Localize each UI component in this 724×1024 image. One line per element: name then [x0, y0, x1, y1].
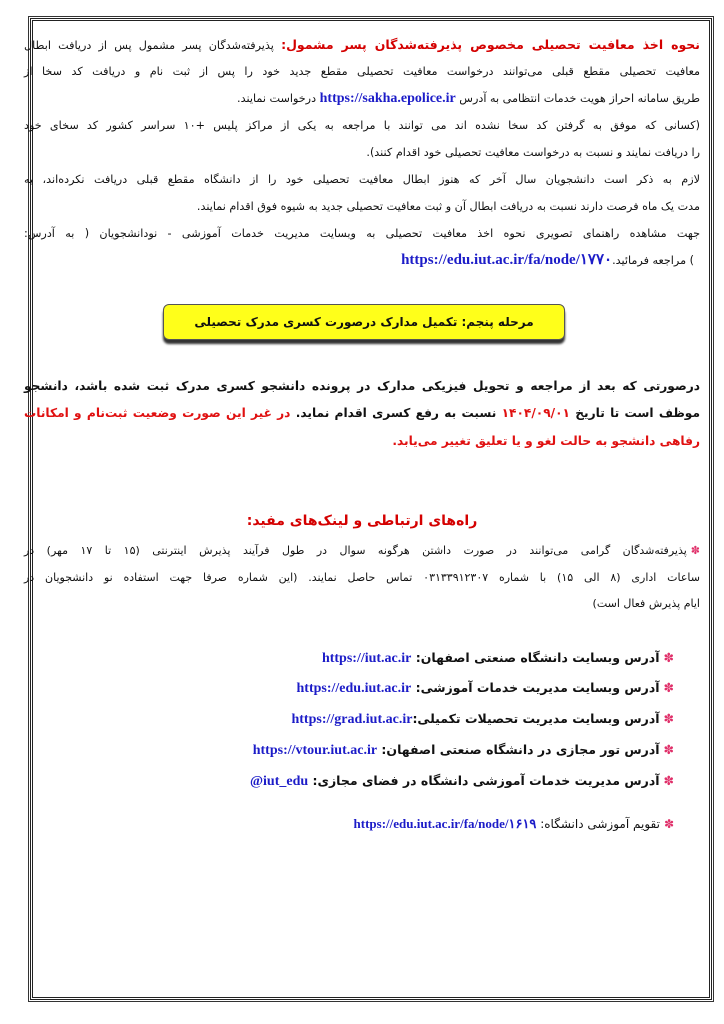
step5-line-3: رفاهی دانشجو به حالت لغو و یا تعلیق تغییر می‌یابد. [392, 434, 700, 448]
grad-link[interactable]: https://grad.iut.ac.ir [291, 712, 413, 727]
step5-banner: مرحله پنجم: تکمیل مدارک درصورت کسری مدرک تحصیلی [163, 304, 565, 340]
contact-line-2: ساعات اداری (۸ الی ۱۵) با شماره ۰۳۱۳۳۹۱۲۳۰۷ تماس حاصل نمایند. (این شماره صرفا جهت استفاده نو دانشجویان در [24, 571, 700, 584]
exemption-line-5: را دریافت نمایند و نسبت به درخواست معافیت تحصیلی خود اقدام کنند). [366, 146, 700, 159]
text: طریق سامانه احراز هویت خدمات انتظامی به آدرس [455, 92, 700, 105]
sakha-link[interactable]: https://sakha.epolice.ir [319, 91, 456, 106]
link-label: آدرس وبسایت دانشگاه صنعتی اصفهان: [411, 650, 660, 665]
vtour-link[interactable]: https://vtour.iut.ac.ir [252, 743, 378, 758]
deadline-date: ۱۴۰۴/۰۹/۰۱ [501, 406, 570, 420]
text: پذیرفته‌شدگان پسر مشمول پس از دریافت ابطال [24, 39, 282, 52]
calendar-link[interactable]: https://edu.iut.ac.ir/fa/node/۱۶۱۹ [353, 816, 537, 831]
bullet-icon: ✽ [663, 711, 674, 726]
text: نسبت به رفع کسری اقدام نماید. [290, 406, 502, 420]
guide-link[interactable]: https://edu.iut.ac.ir/fa/node/۱۷۷۰ [401, 252, 613, 268]
iut-link[interactable]: https://iut.ac.ir [321, 651, 412, 666]
edu-link[interactable]: https://edu.iut.ac.ir [296, 681, 412, 696]
text: درخواست نمایند. [237, 92, 320, 105]
link-label: آدرس تور مجازی در دانشگاه صنعتی اصفهان: [377, 742, 660, 757]
warning-text: در غیر این صورت وضعیت ثبت‌نام و امکانات [24, 406, 291, 420]
bullet-icon: ✽ [663, 680, 674, 695]
contact-heading: راه‌های ارتباطی و لینک‌های مفید: [246, 513, 478, 529]
text: ) مراجعه فرمائید. [612, 254, 694, 267]
bullet-icon: ✽ [690, 544, 701, 557]
exemption-line-7: مدت یک ماه فرصت دارند نسبت به دریافت ابطال آن و ثبت معافیت تحصیلی جدید به شیوه فوق اقدام نمایند. [196, 200, 700, 213]
link-item [354, 816, 674, 832]
page-border [30, 18, 712, 1000]
exemption-line-3 [24, 90, 700, 108]
exemption-line-9 [24, 251, 694, 270]
exemption-title: نحوه اخذ معافیت تحصیلی مخصوص پذیرفته‌شدگان پسر مشمول: [281, 37, 700, 52]
bullet-icon: ✽ [663, 742, 674, 757]
link-item [322, 650, 674, 667]
text: موظف است تا تاریخ [570, 406, 700, 420]
exemption-line-2: معافیت تحصیلی مقطع قبلی می‌توانند درخواست معافیت تحصیلی مقطع جدید خود را پس از ثبت نام و دریافت کد سخا از [24, 65, 700, 78]
contact-line-1 [24, 542, 700, 560]
link-item [297, 680, 675, 697]
exemption-line-1 [24, 36, 700, 55]
link-item [253, 742, 674, 759]
exemption-line-8: جهت مشاهده راهنمای تصویری نحوه اخذ معافیت تحصیلی به وبسایت مدیریت خدمات آموزشی - نودانشجویان ( به آدرس: [24, 227, 700, 240]
social-link[interactable]: @iut_edu [250, 774, 309, 789]
step5-line-1: درصورتی که بعد از مراجعه و تحویل فیزیکی مدارک در پرونده دانشجو کسری مدرک ثبت شده باشد، دانشجو [24, 379, 700, 393]
bullet-icon: ✽ [663, 817, 674, 831]
text: پذیرفته‌شدگان گرامی می‌توانند در صورت داشتن هرگونه سوال در طول فرآیند پذیرش اینترنتی (۱۵ تا ۱۷ مهر) در [24, 544, 687, 557]
step5-line-2 [24, 404, 700, 422]
exemption-line-6: لازم به ذکر است دانشجویان سال آخر که هنوز ابطال معافیت تحصیلی خود را از دانشگاه مقطع قبلی دریافت نکرده‌اند، به [24, 173, 700, 186]
exemption-line-4: (کسانی که موفق به گرفتن کد سخا نشده اند می توانند با مراجعه به یکی از مراکز پلیس +۱۰ سراسر کشور کد سخای خود [24, 119, 700, 132]
bullet-icon: ✽ [663, 773, 674, 788]
link-label: آدرس مدیریت خدمات آموزشی دانشگاه در فضای مجازی: [308, 773, 660, 788]
link-item [250, 773, 674, 790]
link-label: آدرس وبسایت مدیریت خدمات آموزشی: [411, 680, 660, 695]
contact-line-3: ایام پذیرش فعال است) [592, 597, 700, 610]
link-label: تقویم آموزشی دانشگاه: [536, 817, 660, 831]
link-item [291, 711, 674, 728]
link-label: آدرس وبسایت مدیریت تحصیلات تکمیلی: [412, 711, 660, 726]
bullet-icon: ✽ [663, 650, 674, 665]
